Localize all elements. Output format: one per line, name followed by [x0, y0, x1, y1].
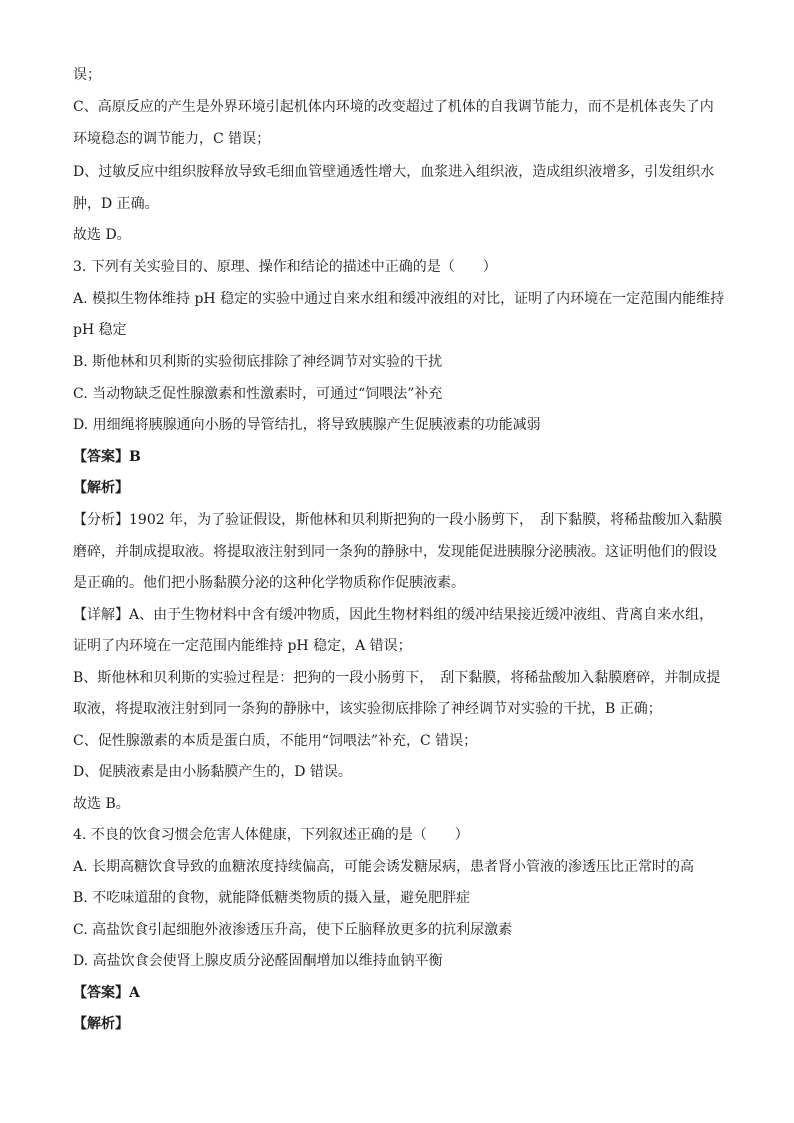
- question-3-analysis-line-1: 【分析】1902 年，为了验证假设，斯他林和贝利斯把狗的一段小肠剪下， 刮下黏膜，将稀盐酸加入黏膜: [73, 512, 723, 528]
- question-3-detail-line-3: B、斯他林和贝利斯的实验过程是：把狗的一段小肠剪下， 刮下黏膜，将稀盐酸加入黏膜磨碎，并制成提: [73, 670, 721, 686]
- question-3-final-choice: 故选 B。: [73, 796, 130, 812]
- question-3-analysis-line-3: 是正确的。他们把小肠黏膜分泌的这种化学物质称作促胰液素。: [73, 575, 465, 591]
- question-3-detail-line-2: 证明了内环境在一定范围内能维持 pH 稳定，A 错误；: [73, 638, 412, 654]
- question-3-detail-line-5: C、促性腺激素的本质是蛋白质，不能用“饲喂法”补充，C 错误；: [73, 733, 478, 749]
- question-3-analysis-heading: 【解析】: [73, 480, 129, 496]
- text-line-option-d-explanation-cont: 肿，D 正确。: [73, 196, 159, 212]
- question-3-option-d: D. 用细绳将胰腺通向小肠的导管结扎，将导致胰腺产生促胰液素的功能减弱: [73, 417, 541, 433]
- question-3-stem: 3. 下列有关实验目的、原理、操作和结论的描述中正确的是（ ）: [73, 259, 497, 275]
- question-3-option-a: A. 模拟生物体维持 pH 稳定的实验中通过自来水组和缓冲液组的对比，证明了内环境在一定范围内能维持: [73, 291, 725, 307]
- text-line-continuation: 误；: [73, 67, 101, 83]
- question-3-option-b: B. 斯他林和贝利斯的实验彻底排除了神经调节对实验的干扰: [73, 354, 443, 370]
- question-4-analysis-heading: 【解析】: [73, 1016, 129, 1032]
- question-4-option-c: C. 高盐饮食引起细胞外液渗透压升高，使下丘脑释放更多的抗利尿激素: [73, 922, 513, 938]
- question-3-option-a-cont: pH 稳定: [73, 322, 127, 338]
- text-line-option-c-explanation-cont: 环境稳态的调节能力，C 错误；: [73, 131, 271, 147]
- question-3-detail-line-6: D、促胰液素是由小肠黏膜产生的，D 错误。: [73, 764, 352, 780]
- question-4-answer: 【答案】A: [73, 985, 140, 1001]
- text-line-option-c-explanation: C、高原反应的产生是外界环境引起机体内环境的改变超过了机体的自我调节能力，而不是机体丧失了内: [73, 99, 714, 115]
- question-4-option-a: A. 长期高糖饮食导致的血糖浓度持续偏高，可能会诱发糖尿病，患者肾小管液的渗透压比正常时的高: [73, 859, 695, 875]
- question-4-option-b: B. 不吃味道甜的食物，就能降低糖类物质的摄入量，避免肥胖症: [73, 890, 471, 906]
- question-3-option-c: C. 当动物缺乏促性腺激素和性激素时，可通过“饲喂法”补充: [73, 386, 443, 402]
- question-3-answer: 【答案】B: [73, 449, 141, 465]
- question-3-analysis-line-2: 磨碎，并制成提取液。将提取液注射到同一条狗的静脉中，发现能促进胰腺分泌胰液。这证明他们的假设: [73, 544, 717, 560]
- text-line-option-d-explanation: D、过敏反应中组织胺释放导致毛细血管壁通透性增大，血浆进入组织液，造成组织液增多，引发组织水: [73, 164, 715, 180]
- question-3-detail-line-1: 【详解】A、由于生物材料中含有缓冲物质，因此生物材料组的缓冲结果接近缓冲液组、背离自来水组，: [73, 607, 714, 623]
- question-4-stem: 4. 不良的饮食习惯会危害人体健康，下列叙述正确的是（ ）: [73, 827, 469, 843]
- text-line-answer-choice-2: 故选 D。: [73, 227, 131, 243]
- question-4-option-d: D. 高盐饮食会使肾上腺皮质分泌醛固酮增加以维持血钠平衡: [73, 953, 443, 969]
- question-3-detail-line-4: 取液，将提取液注射到同一条狗的静脉中，该实验彻底排除了神经调节对实验的干扰，B 正确；: [73, 701, 662, 717]
